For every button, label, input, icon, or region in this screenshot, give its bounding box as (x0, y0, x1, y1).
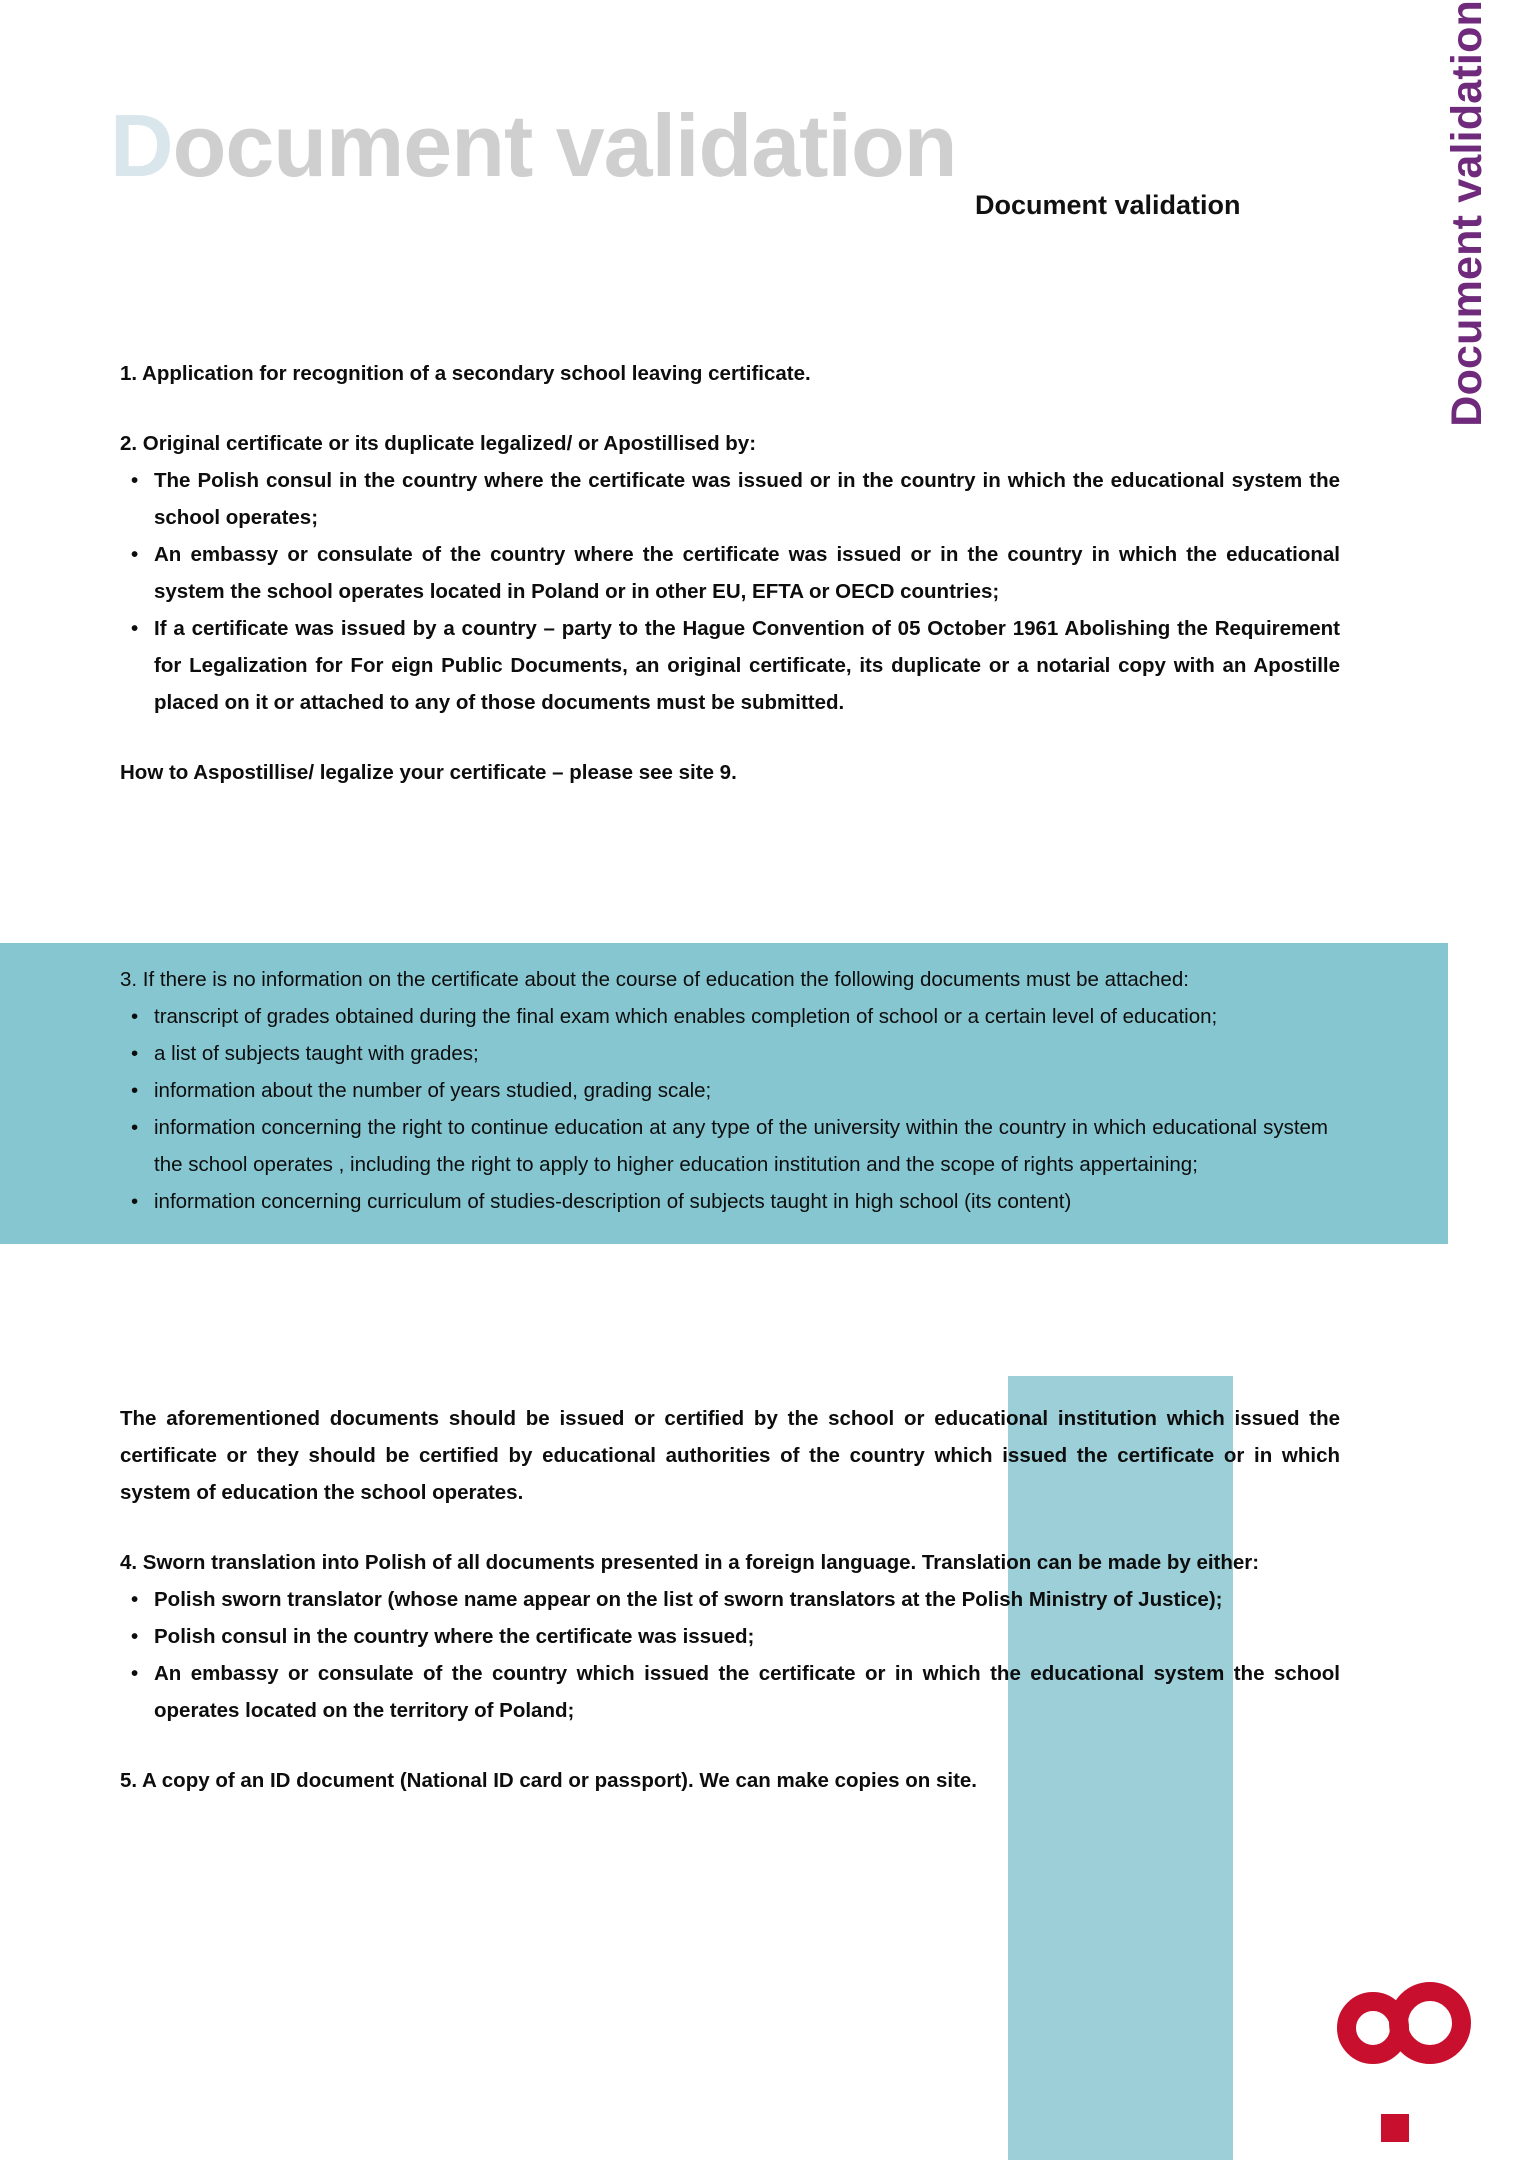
page-title-ghost-rest: ocument validation (172, 96, 957, 195)
section2-bullet-list (120, 462, 1340, 721)
list-item: • An embassy or consulate of the country where the certificate was issued or in the country in which the educational system the school operates located in Poland or in other EU, EFTA or OECD countries; (120, 536, 1340, 610)
list-item: • If a certificate was issued by a country – party to the Hague Convention of 05 October 1961 Abolishing the Requirement for Legalization for For eign Public Documents, an original certificate, its duplicate or a notarial copy with an Apostille placed on it or attached to any of those documents must be submitted. (120, 610, 1340, 721)
section3-highlight-band (0, 943, 1448, 1244)
section5-text: 5. A copy of an ID document (National ID card or passport). We can make copies on site. (120, 1769, 978, 1792)
list-item: • transcript of grades obtained during the final exam which enables completion of school or a certain level of education; (120, 998, 1328, 1035)
section3-heading: 3. If there is no information on the certificate about the course of education the following documents must be attached: (120, 968, 1189, 991)
section2-heading: 2. Original certificate or its duplicate legalized/ or Apostillised by: (120, 432, 757, 455)
section2-note: How to Aspostillise/ legalize your certificate – please see site 9. (120, 761, 737, 784)
section4-heading: 4. Sworn translation into Polish of all documents presented in a foreign language. Translation can be made by either: (120, 1551, 1260, 1574)
square-mark-icon (1381, 2114, 1409, 2142)
list-item: • The Polish consul in the country where the certificate was issued or in the country in which the educational system the school operates; (120, 462, 1340, 536)
page-title-ghost-first-letter: D (110, 96, 173, 195)
list-item: • Polish consul in the country where the certificate was issued; (120, 1618, 1340, 1655)
section3-bullet-list (120, 998, 1328, 1220)
list-item: • An embassy or consulate of the country which issued the certificate or in which the educational system the school operates located on the territory of Poland; (120, 1655, 1340, 1729)
document-body-upper (0, 355, 1460, 791)
infinity-logo-icon (1337, 1982, 1467, 2074)
section1-text: 1. Application for recognition of a secondary school leaving certificate. (120, 362, 811, 385)
page-title-ghost (110, 95, 956, 197)
list-item: • information concerning curriculum of studies-description of subjects taught in high school (its content) (120, 1183, 1328, 1220)
list-item: • Polish sworn translator (whose name appear on the list of sworn translators at the Polish Ministry of Justice); (120, 1581, 1340, 1618)
list-item: • a list of subjects taught with grades; (120, 1035, 1328, 1072)
list-item: • information about the number of years studied, grading scale; (120, 1072, 1328, 1109)
side-vertical-title-text: Document validation (1442, 0, 1491, 427)
section4-bullet-list (120, 1581, 1340, 1729)
list-item: • information concerning the right to continue education at any type of the university within the country in which educational system the school operates , including the right to apply to higher education institution and the scope of rights appertaining; (120, 1109, 1328, 1183)
document-body-lower (0, 1400, 1460, 1799)
page-title: Document validation (975, 190, 1241, 220)
section-after3-text: The aforementioned documents should be issued or certified by the school or educational institution which issued the certificate or they should be certified by educational authorities of the country which issued the certificate or in which system of education the school operates. (120, 1407, 1340, 1504)
